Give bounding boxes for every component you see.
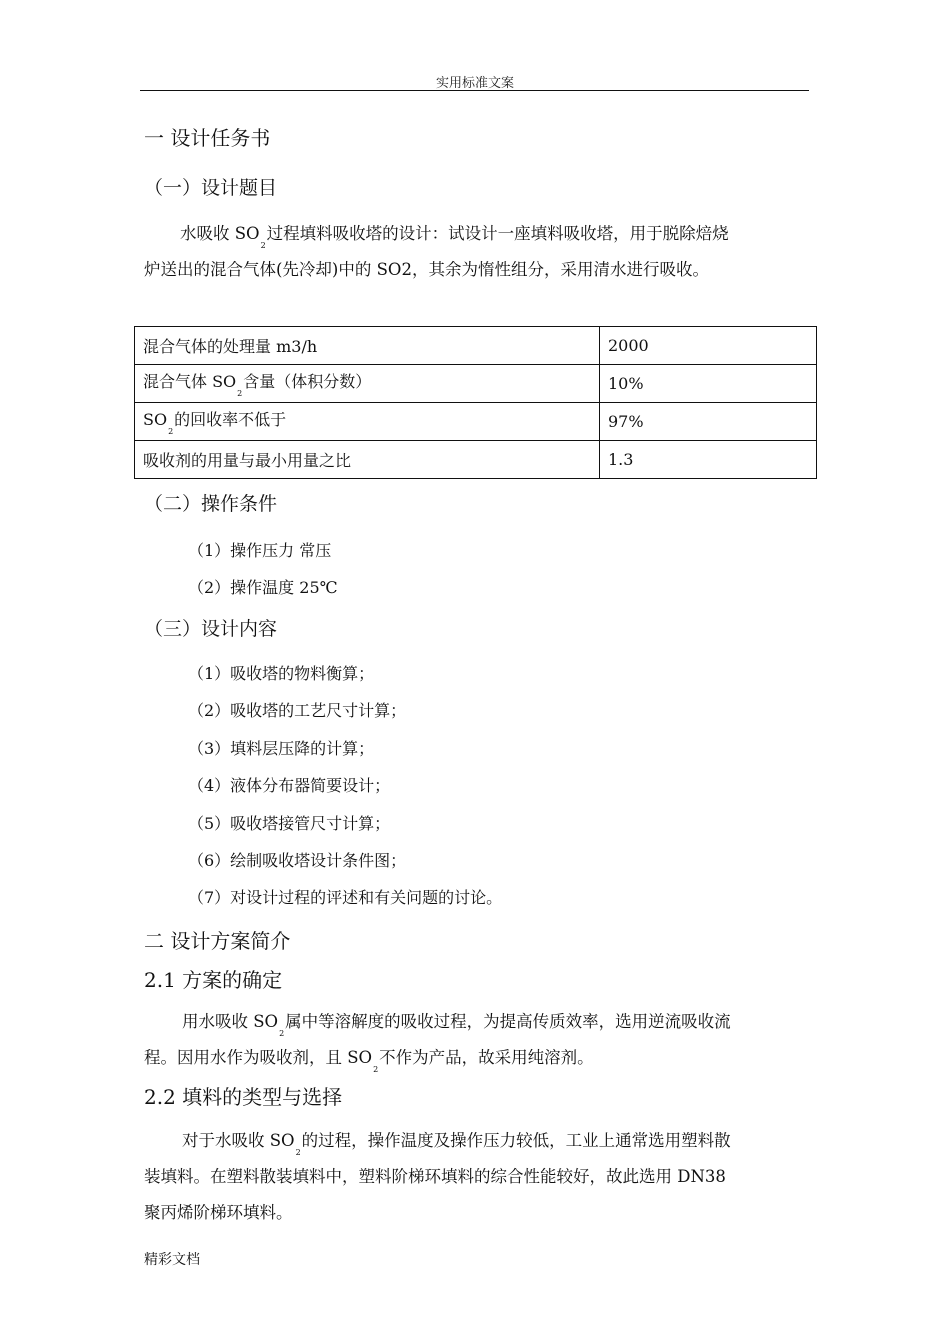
table-row bbox=[135, 441, 817, 479]
page-footer-text: 精彩文档 bbox=[144, 1252, 200, 1268]
design-content-item: （7）对设计过程的评述和有关问题的讨论。 bbox=[188, 888, 503, 907]
section-1a-paragraph-line-1: 水吸收 $SO_2$过程填料吸收塔的设计：试设计一座填料吸收塔，用于脱除焙烧 bbox=[180, 224, 729, 250]
design-content-item: （4）液体分布器简要设计； bbox=[188, 776, 391, 795]
design-parameters-table bbox=[134, 326, 817, 479]
header-divider bbox=[140, 90, 809, 91]
table-cell-value: 10% bbox=[600, 365, 817, 403]
operating-condition-item: （2）操作温度 25℃ bbox=[188, 578, 338, 597]
section-2-1-paragraph-line-1: 用水吸收 $SO_2$属中等溶解度的吸收过程，为提高传质效率，选用逆流吸收流 bbox=[182, 1012, 731, 1038]
table-cell-label: $SO_2$的回收率不低于 bbox=[135, 403, 600, 441]
page-header-title: 实用标准文案 bbox=[435, 76, 514, 91]
section-2-2-paragraph-line-2: 装填料。在塑料散装填料中，塑料阶梯环填料的综合性能较好，故此选用 DN38 bbox=[144, 1167, 726, 1186]
table-row bbox=[135, 403, 817, 441]
table-cell-value: 97% bbox=[600, 403, 817, 441]
table-cell-label: 吸收剂的用量与最小用量之比 bbox=[135, 441, 600, 479]
design-content-item: （2）吸收塔的工艺尺寸计算； bbox=[188, 701, 407, 720]
section-1c-title: （三）设计内容 bbox=[144, 618, 278, 640]
section-1a-paragraph-line-2: 炉送出的混合气体(先冷却)中的 SO2，其余为惰性组分，采用清水进行吸收。 bbox=[144, 260, 709, 279]
section-2-1-paragraph-line-2: 程。因用水作为吸收剂，且 $SO_2$不作为产品，故采用纯溶剂。 bbox=[144, 1048, 594, 1074]
table-cell-label: 混合气体 $SO_2$含量（体积分数） bbox=[135, 365, 600, 403]
section-1b-title: （二）操作条件 bbox=[144, 493, 278, 515]
section-2-1-title: 2.1 方案的确定 bbox=[144, 968, 283, 992]
table-cell-value: 2000 bbox=[600, 327, 817, 365]
section-2-title: 二 设计方案简介 bbox=[144, 929, 291, 953]
section-2-2-paragraph-line-1: 对于水吸收 $SO_2$的过程，操作温度及操作压力较低，工业上通常选用塑料散 bbox=[182, 1131, 731, 1157]
design-content-item: （1）吸收塔的物料衡算； bbox=[188, 664, 375, 683]
table-cell-label: 混合气体的处理量 m3/h bbox=[135, 327, 600, 365]
design-content-item: （5）吸收塔接管尺寸计算； bbox=[188, 814, 391, 833]
section-2-2-paragraph-line-3: 聚丙烯阶梯环填料。 bbox=[144, 1203, 293, 1222]
design-content-item: （6）绘制吸收塔设计条件图； bbox=[188, 851, 407, 870]
table-row bbox=[135, 365, 817, 403]
section-2-2-title: 2.2 填料的类型与选择 bbox=[144, 1085, 343, 1109]
operating-condition-item: （1）操作压力 常压 bbox=[188, 541, 332, 560]
design-content-item: （3）填料层压降的计算； bbox=[188, 739, 375, 758]
section-1a-title: （一）设计题目 bbox=[144, 177, 278, 199]
table-cell-value: 1.3 bbox=[600, 441, 817, 479]
section-1-title: 一 设计任务书 bbox=[144, 126, 271, 150]
table-row bbox=[135, 327, 817, 365]
